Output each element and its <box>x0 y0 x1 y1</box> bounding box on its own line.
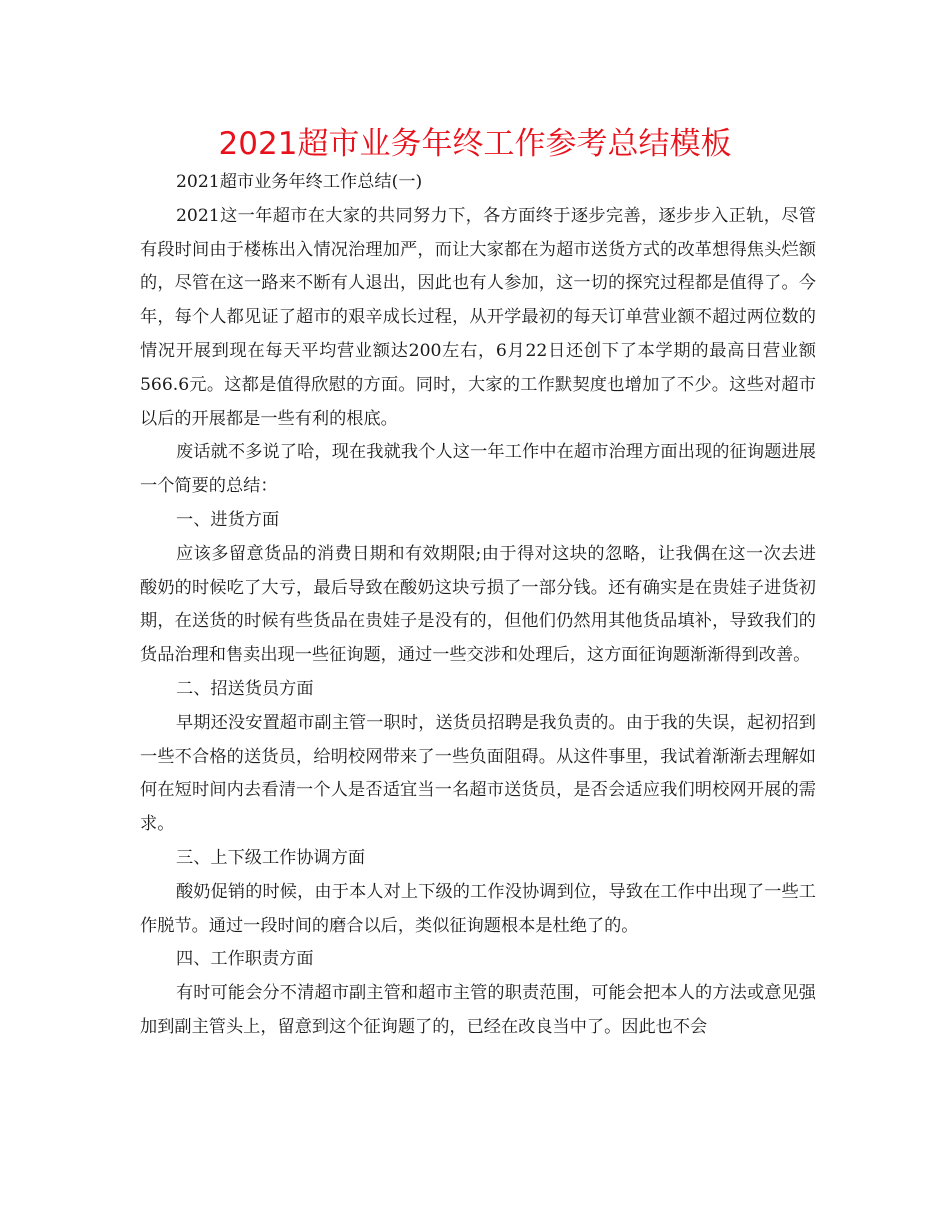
section-heading: 二、招送货员方面 <box>176 678 314 699</box>
section-heading: 三、上下级工作协调方面 <box>176 847 366 868</box>
document-body <box>140 166 816 1045</box>
document-title: 2021超市业务年终工作参考总结模板 <box>218 126 732 162</box>
body-paragraph: 2021这一年超市在大家的共同努力下，各方面终于逐步完善，逐步步入正轨，尽管有段时间由于楼栋出入情况治理加严，而让大家都在为超市送货方式的改革想得焦头烂额的，尽管在这一路来不断有人退出，因此也有人参加，这一切的探究过程都是值得了。今年，每个人都见证了超市的艰辛成长过程，从开学最初的每天订单营业额不超过两位数的情况开展到现在每天平均营业额达200左右，6月22日还创下了本学期的最高日营业额566.6元。这都是值得欣慰的方面。同时，大家的工作默契度也增加了不少。这些对超市以后的开展都是一些有利的根底。 <box>140 205 816 429</box>
body-paragraph: 应该多留意货品的消费日期和有效期限;由于得对这块的忽略，让我偶在这一次去进酸奶的时候吃了大亏，最后导致在酸奶这块亏损了一部分钱。还有确实是在贵娃子进货初期，在送货的时候有些货品在贵娃子是没有的，但他们仍然用其他货品填补，导致我们的货品治理和售卖出现一些征询题，通过一些交涉和处理后，这方面征询题渐渐得到改善。 <box>140 543 816 666</box>
body-paragraph: 早期还没安置超市副主管一职时，送货员招聘是我负责的。由于我的失误，起初招到一些不合格的送货员，给明校网带来了一些负面阻碍。从这件事里，我试着渐渐去理解如何在短时间内去看清一个人是否适宜当一名超市送货员，是否会适应我们明校网开展的需求。 <box>140 712 816 835</box>
subtitle-paragraph: 2021超市业务年终工作总结(一) <box>176 172 423 192</box>
body-paragraph: 酸奶促销的时候，由于本人对上下级的工作没协调到位，导致在工作中出现了一些工作脱节。通过一段时间的磨合以后，类似征询题根本是杜绝了的。 <box>140 881 816 936</box>
body-paragraph: 废话就不多说了哈，现在我就我个人这一年工作中在超市治理方面出现的征询题进展一个简要的总结： <box>140 442 816 497</box>
section-heading: 一、进货方面 <box>176 509 280 530</box>
section-heading: 四、工作职责方面 <box>176 949 314 970</box>
body-paragraph: 有时可能会分不清超市副主管和超市主管的职责范围，可能会把本人的方法或意见强加到副主管头上，留意到这个征询题了的，已经在改良当中了。因此也不会 <box>140 983 816 1037</box>
